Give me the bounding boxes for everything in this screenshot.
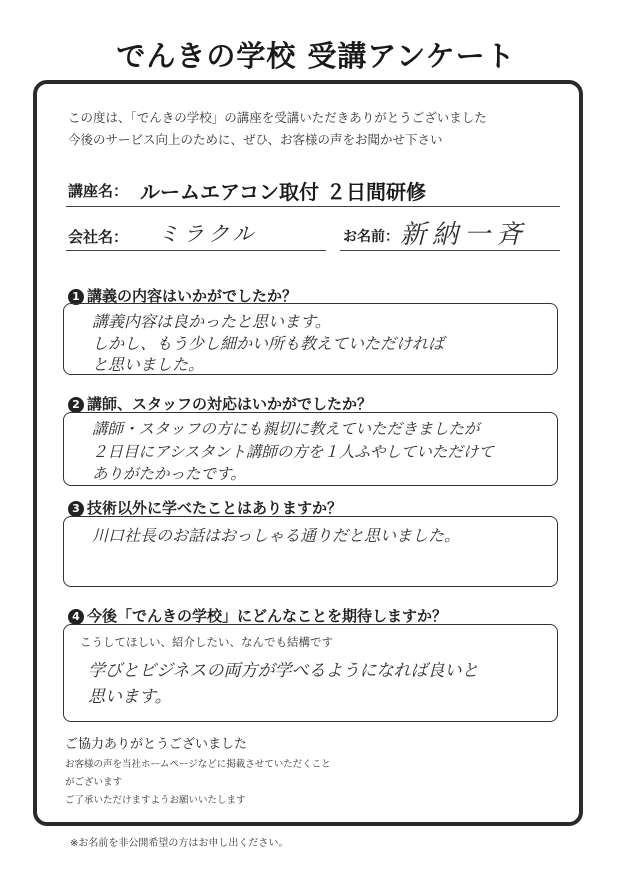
question-4-answer-line-2: 思います。 xyxy=(88,687,172,707)
question-2-answer-line-3: ありがたかったです。 xyxy=(92,465,246,483)
question-3-number: 3 xyxy=(68,501,84,517)
question-4-answer-line-1: 学びとビジネスの両方が学べるようになれば良いと xyxy=(88,661,479,681)
name-underline xyxy=(340,250,560,251)
company-value: ミラクル xyxy=(158,222,258,246)
question-1-answer-line-2: しかし、もう少し細かい所も教えていただければ xyxy=(92,334,445,353)
name-label: お名前： xyxy=(343,229,399,245)
company-label: 会社名： xyxy=(68,228,129,246)
page-title: でんきの学校 受講アンケート xyxy=(116,39,516,73)
question-4-text: 今後「でんきの学校」にどんなことを期待しますか？ xyxy=(87,607,448,625)
question-1-text: 講義の内容はいかがでしたか？ xyxy=(87,287,298,305)
question-2-answer-line-1: 講師・スタッフの方にも親切に教えていただきましたが xyxy=(92,420,480,438)
question-1-number: 1 xyxy=(68,289,84,305)
question-3-answer-line-1: 川口社長のお話はおっしゃる通りだと思いました。 xyxy=(92,526,461,545)
course-value: ルームエアコン取付 ２日間研修 xyxy=(140,180,426,204)
question-4-title xyxy=(68,605,447,626)
question-4-hint: こうしてほしい、紹介したい、なんでも結構です xyxy=(80,635,333,649)
closing-note-2: がございます xyxy=(65,777,123,788)
question-2-text: 講師、スタッフの対応はいかがでしたか？ xyxy=(87,395,373,413)
closing-note-1: お客様の声を当社ホームページなどに掲載させていただくこと xyxy=(65,759,331,770)
company-underline xyxy=(66,250,326,251)
question-2-answer-line-2: ２日目にアシスタント講師の方を１人ふやしていただけて xyxy=(92,443,494,461)
course-underline xyxy=(66,206,560,207)
question-4-number: 4 xyxy=(68,609,84,625)
closing-thanks: ご協力ありがとうございました xyxy=(65,737,248,752)
question-3-title xyxy=(68,497,342,518)
intro-line-2: 今後のサービス向上のために、ぜひ、お客様の声をお聞かせ下さい xyxy=(68,132,443,147)
course-label: 講座名： xyxy=(68,182,129,200)
question-2-title xyxy=(68,393,372,414)
closing-note-3: ご了承いただけますようお願いいたします xyxy=(65,795,246,806)
question-1-answer-line-3: と思いました。 xyxy=(92,355,205,374)
question-3-text: 技術以外に学べたことはありますか？ xyxy=(87,499,343,517)
intro-line-1: この度は、「でんきの学校」の講座を受講いただきありがとうございました xyxy=(68,110,487,125)
name-value: 新納一斉 xyxy=(400,220,529,250)
question-1-answer-line-1: 講義内容は良かったと思います。 xyxy=(92,312,331,331)
footnote: ※お名前を非公開希望の方はお申し出ください。 xyxy=(70,838,289,849)
question-2-number: 2 xyxy=(68,397,84,413)
